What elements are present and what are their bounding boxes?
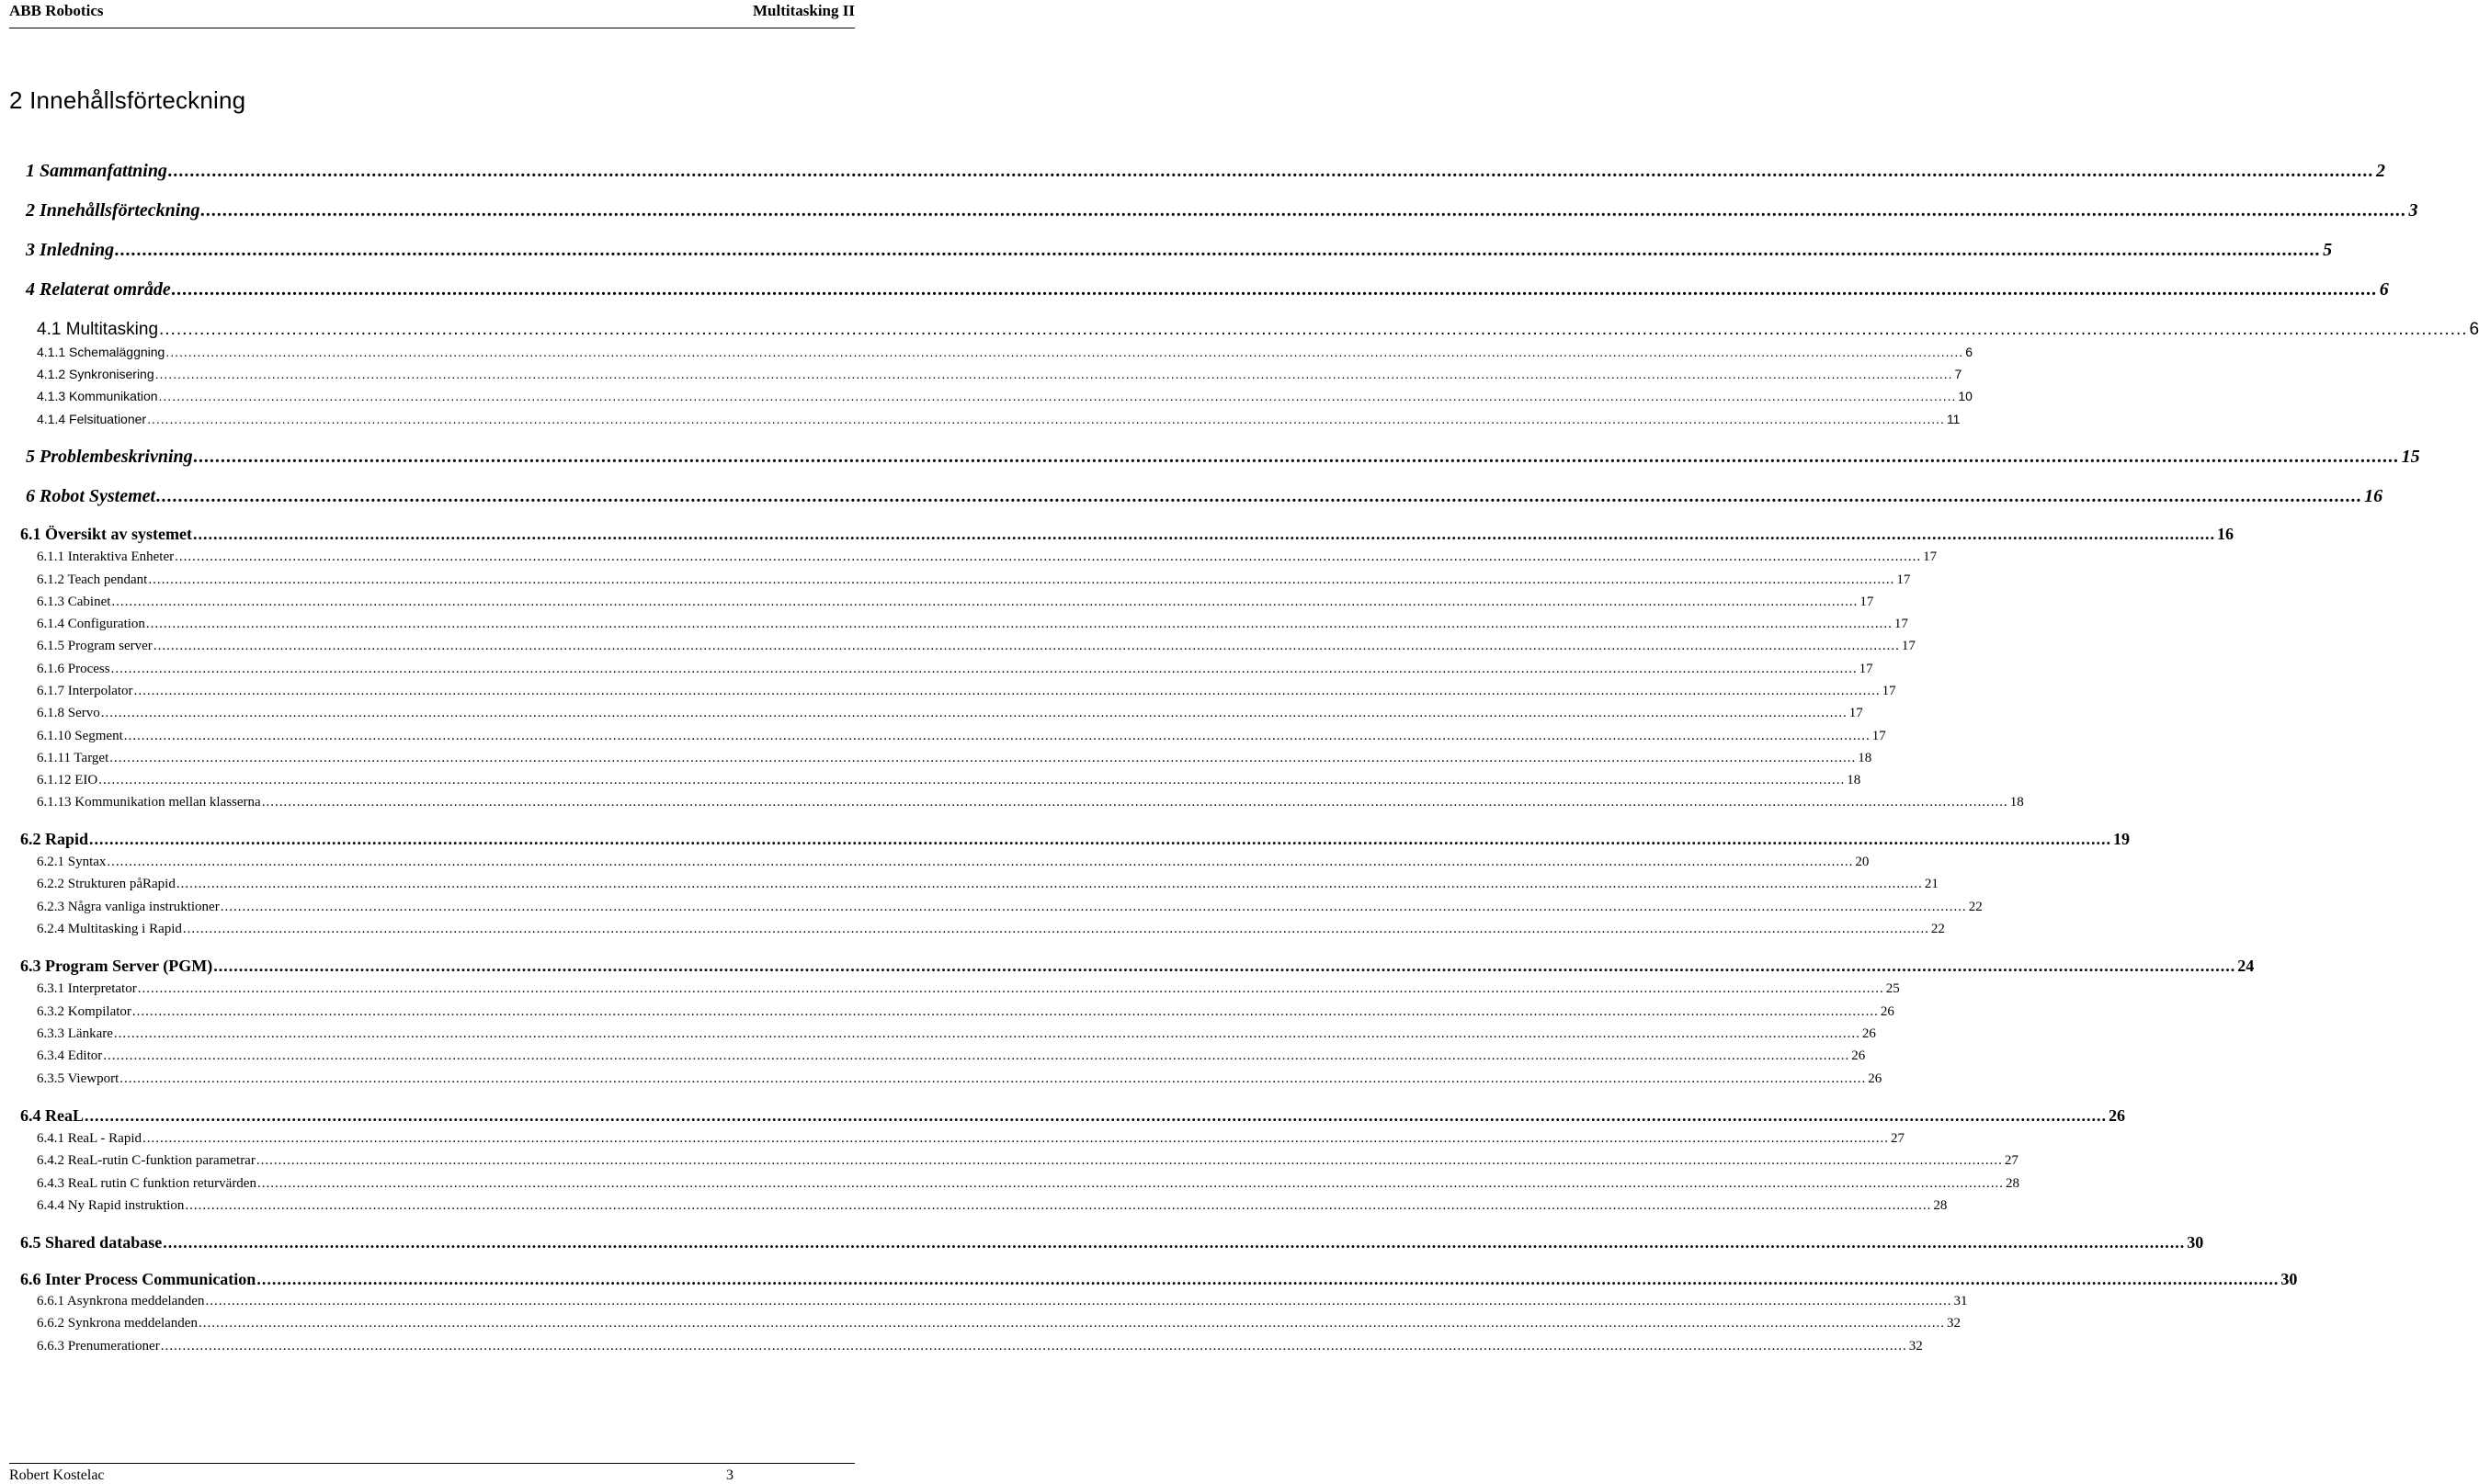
- toc-entry[interactable]: [37, 549, 1938, 565]
- toc-dot-leader: ................................................................................................................................................................................................................................................................................................................................................................................................................: [89, 830, 2112, 848]
- toc-entry-label: 4.1.2 Synkronisering: [37, 367, 154, 381]
- toc-entry-label: 6.1.7 Interpolator: [37, 684, 133, 698]
- toc-entry[interactable]: [37, 389, 1973, 403]
- toc-entry-label: 3 Inledning: [26, 240, 115, 260]
- toc-dot-leader: ................................................................................................................................................................................................................................................................................................................................................................................................................: [110, 662, 1858, 676]
- toc-entry-label: 6.4.1 ReaL - Rapid: [37, 1131, 142, 1146]
- toc-dot-leader: ................................................................................................................................................................................................................................................................................................................................................................................................................: [159, 320, 2468, 339]
- toc-entry-label: 6.1.12 EIO: [37, 773, 98, 787]
- toc-entry-label: 6.3 Program Server (PGM): [20, 957, 213, 975]
- toc-dot-leader: ................................................................................................................................................................................................................................................................................................................................................................................................................: [175, 549, 1922, 564]
- toc-entry-label: 6.3.5 Viewport: [37, 1071, 119, 1086]
- toc-entry-page: 10: [1958, 389, 1973, 403]
- toc-entry-label: 5 Problembeskrivning: [26, 447, 193, 467]
- toc-entry-page: 26: [1868, 1071, 1882, 1086]
- toc-dot-leader: ................................................................................................................................................................................................................................................................................................................................................................................................................: [156, 486, 2363, 506]
- toc-entry-page: 26: [1851, 1048, 1866, 1063]
- toc-dot-leader: ................................................................................................................................................................................................................................................................................................................................................................................................................: [109, 751, 1857, 765]
- toc-entry-label: 2 Innehållsförteckning: [26, 200, 200, 221]
- toc-entry-label: 6.1.10 Segment: [37, 729, 123, 743]
- toc-entry-page: 5: [2323, 240, 2333, 260]
- toc-dot-leader: ................................................................................................................................................................................................................................................................................................................................................................................................................: [185, 1198, 1932, 1213]
- toc-dot-leader: ................................................................................................................................................................................................................................................................................................................................................................................................................: [145, 617, 1893, 631]
- footer-page-number: 3: [726, 1467, 733, 1483]
- toc-entry-label: 6.1.13 Kommunikation mellan klasserna: [37, 795, 261, 810]
- toc-entry[interactable]: [26, 486, 2383, 507]
- toc-dot-leader: ................................................................................................................................................................................................................................................................................................................................................................................................................: [193, 447, 2400, 467]
- toc-entry-page: 24: [2237, 957, 2255, 975]
- toc-entry[interactable]: [37, 639, 1916, 654]
- toc-entry-page: 30: [2280, 1270, 2298, 1288]
- toc-entry[interactable]: [26, 279, 2389, 300]
- toc-entry[interactable]: [26, 240, 2333, 261]
- toc-entry[interactable]: [20, 525, 2234, 544]
- toc-dot-leader: ................................................................................................................................................................................................................................................................................................................................................................................................................: [107, 855, 1854, 869]
- toc-entry-page: 21: [1924, 877, 1939, 891]
- toc-dot-leader: ................................................................................................................................................................................................................................................................................................................................................................................................................: [160, 1339, 1907, 1354]
- toc-entry-label: 6 Robot Systemet: [26, 486, 156, 506]
- toc-entry[interactable]: [37, 617, 1908, 632]
- toc-entry[interactable]: [20, 1233, 2204, 1252]
- toc-entry[interactable]: [37, 1071, 1882, 1087]
- toc-entry-page: 22: [1930, 922, 1945, 936]
- toc-entry-page: 20: [1855, 855, 1870, 869]
- toc-entry[interactable]: [26, 447, 2420, 468]
- toc-dot-leader: ................................................................................................................................................................................................................................................................................................................................................................................................................: [171, 279, 2378, 300]
- toc-entry[interactable]: [37, 345, 1973, 359]
- toc-dot-leader: ................................................................................................................................................................................................................................................................................................................................................................................................................: [131, 1004, 1879, 1019]
- toc-entry-label: 6.4 ReaL: [20, 1106, 84, 1125]
- toc-entry[interactable]: [20, 1106, 2125, 1126]
- toc-entry-label: 6.1.5 Program server: [37, 639, 153, 653]
- toc-dot-leader: ................................................................................................................................................................................................................................................................................................................................................................................................................: [158, 389, 1957, 403]
- toc-entry[interactable]: [20, 957, 2255, 976]
- toc-dot-leader: ................................................................................................................................................................................................................................................................................................................................................................................................................: [85, 1106, 2107, 1125]
- toc-entry-label: 6.3.4 Editor: [37, 1048, 103, 1063]
- toc-entry-page: 31: [1953, 1294, 1968, 1308]
- toc-dot-leader: ................................................................................................................................................................................................................................................................................................................................................................................................................: [261, 795, 2008, 810]
- toc-entry[interactable]: [37, 981, 1900, 997]
- toc-entry-label: 6.4.4 Ny Rapid instruktion: [37, 1198, 185, 1213]
- toc-entry-label: 4 Relaterat område: [26, 279, 171, 300]
- toc-entry[interactable]: [37, 855, 1870, 870]
- toc-entry-page: 28: [1933, 1198, 1948, 1213]
- toc-dot-leader: ................................................................................................................................................................................................................................................................................................................................................................................................................: [198, 1316, 1945, 1331]
- toc-entry-page: 27: [2004, 1153, 2018, 1168]
- toc-dot-leader: ................................................................................................................................................................................................................................................................................................................................................................................................................: [142, 1131, 1890, 1146]
- page-footer: [9, 1463, 855, 1482]
- toc-entry-label: 6.1.2 Teach pendant: [37, 572, 148, 587]
- toc-entry-label: 6.1.1 Interaktiva Enheter: [37, 549, 175, 564]
- toc-entry[interactable]: [20, 1270, 2298, 1289]
- toc-entry-label: 6.4.2 ReaL-rutin C-funktion parametrar: [37, 1153, 256, 1168]
- toc-dot-leader: ................................................................................................................................................................................................................................................................................................................................................................................................................: [176, 877, 1923, 891]
- toc-dot-leader: ................................................................................................................................................................................................................................................................................................................................................................................................................: [111, 595, 1859, 609]
- toc-entry[interactable]: [37, 1131, 1905, 1147]
- footer-author: Robert Kostelac: [9, 1467, 105, 1483]
- toc-entry-label: 6.2.2 Strukturen påRapid: [37, 877, 176, 891]
- toc-entry-page: 17: [1859, 595, 1874, 609]
- toc-entry[interactable]: [37, 1048, 1866, 1064]
- toc-entry-page: 25: [1885, 981, 1900, 996]
- toc-entry-label: 6.5 Shared database: [20, 1233, 163, 1252]
- toc-dot-leader: ................................................................................................................................................................................................................................................................................................................................................................................................................: [113, 1026, 1860, 1041]
- toc-entry-page: 32: [1908, 1339, 1923, 1354]
- toc-dot-leader: ................................................................................................................................................................................................................................................................................................................................................................................................................: [213, 957, 2236, 975]
- toc-entry[interactable]: [37, 1176, 2019, 1192]
- toc-dot-leader: ................................................................................................................................................................................................................................................................................................................................................................................................................: [133, 684, 1881, 698]
- toc-entry-page: 17: [1848, 706, 1863, 720]
- toc-entry-label: 6.3.3 Länkare: [37, 1026, 113, 1041]
- toc-entry-label: 6.1 Översikt av systemet: [20, 525, 192, 543]
- toc-entry-label: 6.3.1 Interpretator: [37, 981, 137, 996]
- toc-entry-page: 16: [2364, 486, 2383, 506]
- toc-entry-label: 6.3.2 Kompilator: [37, 1004, 131, 1019]
- toc-dot-leader: ................................................................................................................................................................................................................................................................................................................................................................................................................: [192, 525, 2215, 543]
- toc-dot-leader: ................................................................................................................................................................................................................................................................................................................................................................................................................: [148, 572, 1895, 587]
- toc-entry-page: 19: [2113, 830, 2131, 848]
- toc-entry-label: 6.1.4 Configuration: [37, 617, 145, 631]
- toc-entry[interactable]: [26, 161, 2385, 182]
- toc-dot-leader: ................................................................................................................................................................................................................................................................................................................................................................................................................: [163, 1233, 2186, 1252]
- toc-entry[interactable]: [37, 1339, 1923, 1354]
- toc-dot-leader: ................................................................................................................................................................................................................................................................................................................................................................................................................: [153, 639, 1900, 653]
- toc-entry[interactable]: [37, 572, 1911, 588]
- toc-entry-label: 6.1.11 Target: [37, 751, 109, 765]
- toc-entry[interactable]: [37, 706, 1863, 721]
- toc-dot-leader: ................................................................................................................................................................................................................................................................................................................................................................................................................: [167, 161, 2374, 181]
- toc-entry-label: 4.1.3 Kommunikation: [37, 389, 158, 403]
- toc-dot-leader: ................................................................................................................................................................................................................................................................................................................................................................................................................: [98, 773, 1846, 787]
- toc-entry-page: 28: [2005, 1176, 2019, 1191]
- toc-entry-label: 6.6.3 Prenumerationer: [37, 1339, 160, 1354]
- toc-entry[interactable]: [37, 595, 1874, 610]
- toc-entry-page: 26: [1880, 1004, 1894, 1019]
- toc-entry[interactable]: [37, 795, 2024, 810]
- toc-entry-page: 27: [1891, 1131, 1905, 1146]
- toc-entry[interactable]: [37, 751, 1872, 766]
- toc-entry-label: 6.6.1 Asynkrona meddelanden: [37, 1294, 205, 1308]
- toc-entry-page: 7: [1954, 367, 1962, 381]
- toc-entry[interactable]: [37, 1316, 1961, 1331]
- toc-entry-page: 26: [2109, 1106, 2125, 1125]
- toc-entry-page: 6: [2379, 279, 2389, 300]
- page-header: [9, 0, 855, 28]
- toc-dot-leader: ................................................................................................................................................................................................................................................................................................................................................................................................................: [256, 1270, 2280, 1288]
- toc-entry-label: 6.2.4 Multitasking i Rapid: [37, 922, 182, 936]
- toc-dot-leader: ................................................................................................................................................................................................................................................................................................................................................................................................................: [154, 367, 1953, 381]
- toc-dot-leader: ................................................................................................................................................................................................................................................................................................................................................................................................................: [137, 981, 1884, 996]
- toc-entry-label: 6.6.2 Synkrona meddelanden: [37, 1316, 198, 1331]
- toc-entry-page: 17: [1901, 639, 1916, 653]
- toc-entry[interactable]: [26, 200, 2418, 221]
- toc-entry-page: 26: [1861, 1026, 1876, 1041]
- toc-dot-leader: ................................................................................................................................................................................................................................................................................................................................................................................................................: [115, 240, 2322, 260]
- toc-entry[interactable]: [37, 1153, 2018, 1169]
- toc-entry-label: 6.1.6 Process: [37, 662, 110, 676]
- toc-entry-page: 22: [1968, 900, 1983, 914]
- header-document-title: Multitasking II: [753, 2, 855, 19]
- toc-entry-label: 6.1.3 Cabinet: [37, 595, 111, 609]
- toc-entry-page: 17: [1923, 549, 1938, 564]
- toc-entry[interactable]: [37, 320, 2479, 340]
- toc-entry-label: 1 Sammanfattning: [26, 161, 167, 181]
- toc-entry[interactable]: [37, 684, 1896, 699]
- toc-entry[interactable]: [37, 662, 1873, 677]
- toc-entry-page: 17: [1893, 617, 1908, 631]
- toc-entry-label: 4.1.1 Schemaläggning: [37, 345, 165, 359]
- toc-entry-label: 6.4.3 ReaL rutin C funktion returvärden: [37, 1176, 256, 1191]
- toc-entry-page: 32: [1946, 1316, 1961, 1331]
- toc-entry-page: 15: [2401, 447, 2420, 467]
- toc-dot-leader: ................................................................................................................................................................................................................................................................................................................................................................................................................: [103, 1048, 1850, 1063]
- toc-dot-leader: ................................................................................................................................................................................................................................................................................................................................................................................................................: [220, 900, 1967, 914]
- toc-entry-label: 6.6 Inter Process Communication: [20, 1270, 256, 1288]
- toc-entry-page: 18: [1847, 773, 1861, 787]
- toc-dot-leader: ................................................................................................................................................................................................................................................................................................................................................................................................................: [119, 1071, 1867, 1086]
- page-title: 2 Innehållsförteckning: [9, 86, 246, 114]
- toc-entry-page: 6: [2469, 320, 2479, 339]
- toc-entry[interactable]: [20, 830, 2131, 849]
- toc-entry-label: 6.2 Rapid: [20, 830, 89, 848]
- toc-dot-leader: ................................................................................................................................................................................................................................................................................................................................................................................................................: [182, 922, 1929, 936]
- toc-dot-leader: ................................................................................................................................................................................................................................................................................................................................................................................................................: [256, 1153, 2003, 1168]
- toc-entry[interactable]: [37, 729, 1886, 744]
- toc-dot-leader: ................................................................................................................................................................................................................................................................................................................................................................................................................: [256, 1176, 2004, 1191]
- toc-entry-page: 11: [1946, 412, 1961, 426]
- toc-entry-label: 6.2.1 Syntax: [37, 855, 107, 869]
- toc-entry-label: 6.2.3 Några vanliga instruktioner: [37, 900, 220, 914]
- toc-dot-leader: ................................................................................................................................................................................................................................................................................................................................................................................................................: [165, 345, 1964, 359]
- toc-entry-label: 4.1.4 Felsituationer: [37, 412, 147, 426]
- toc-entry-page: 3: [2408, 200, 2418, 221]
- toc-entry[interactable]: [37, 877, 1939, 892]
- toc-entry[interactable]: [37, 1026, 1876, 1042]
- toc-entry-page: 16: [2216, 525, 2234, 543]
- toc-entry-page: 17: [1882, 684, 1896, 698]
- toc-entry[interactable]: [37, 367, 1962, 381]
- toc-dot-leader: ................................................................................................................................................................................................................................................................................................................................................................................................................: [123, 729, 1871, 743]
- toc-entry-label: 4.1 Multitasking: [37, 320, 159, 339]
- toc-entry-page: 2: [2375, 161, 2385, 181]
- toc-entry-page: 18: [1858, 751, 1872, 765]
- toc-entry[interactable]: [37, 773, 1861, 788]
- toc-entry-page: 17: [1896, 572, 1911, 587]
- toc-entry[interactable]: [37, 900, 1983, 915]
- toc-entry[interactable]: [37, 922, 1945, 937]
- toc-dot-leader: ................................................................................................................................................................................................................................................................................................................................................................................................................: [205, 1294, 1952, 1308]
- toc-entry-page: 17: [1859, 662, 1873, 676]
- toc-entry-page: 6: [1965, 345, 1973, 359]
- toc-entry[interactable]: [37, 1294, 1968, 1309]
- header-company: ABB Robotics: [9, 2, 104, 19]
- toc-entry[interactable]: [37, 1004, 1894, 1020]
- toc-entry-label: 6.1.8 Servo: [37, 706, 100, 720]
- toc-entry-page: 18: [2009, 795, 2024, 810]
- toc-entry-page: 17: [1871, 729, 1886, 743]
- toc-dot-leader: ................................................................................................................................................................................................................................................................................................................................................................................................................: [200, 200, 2407, 221]
- toc-entry[interactable]: [37, 412, 1961, 426]
- toc-entry-page: 30: [2187, 1233, 2204, 1252]
- toc-dot-leader: ................................................................................................................................................................................................................................................................................................................................................................................................................: [100, 706, 1848, 720]
- toc-entry[interactable]: [37, 1198, 1948, 1214]
- toc-dot-leader: ................................................................................................................................................................................................................................................................................................................................................................................................................: [147, 412, 1945, 426]
